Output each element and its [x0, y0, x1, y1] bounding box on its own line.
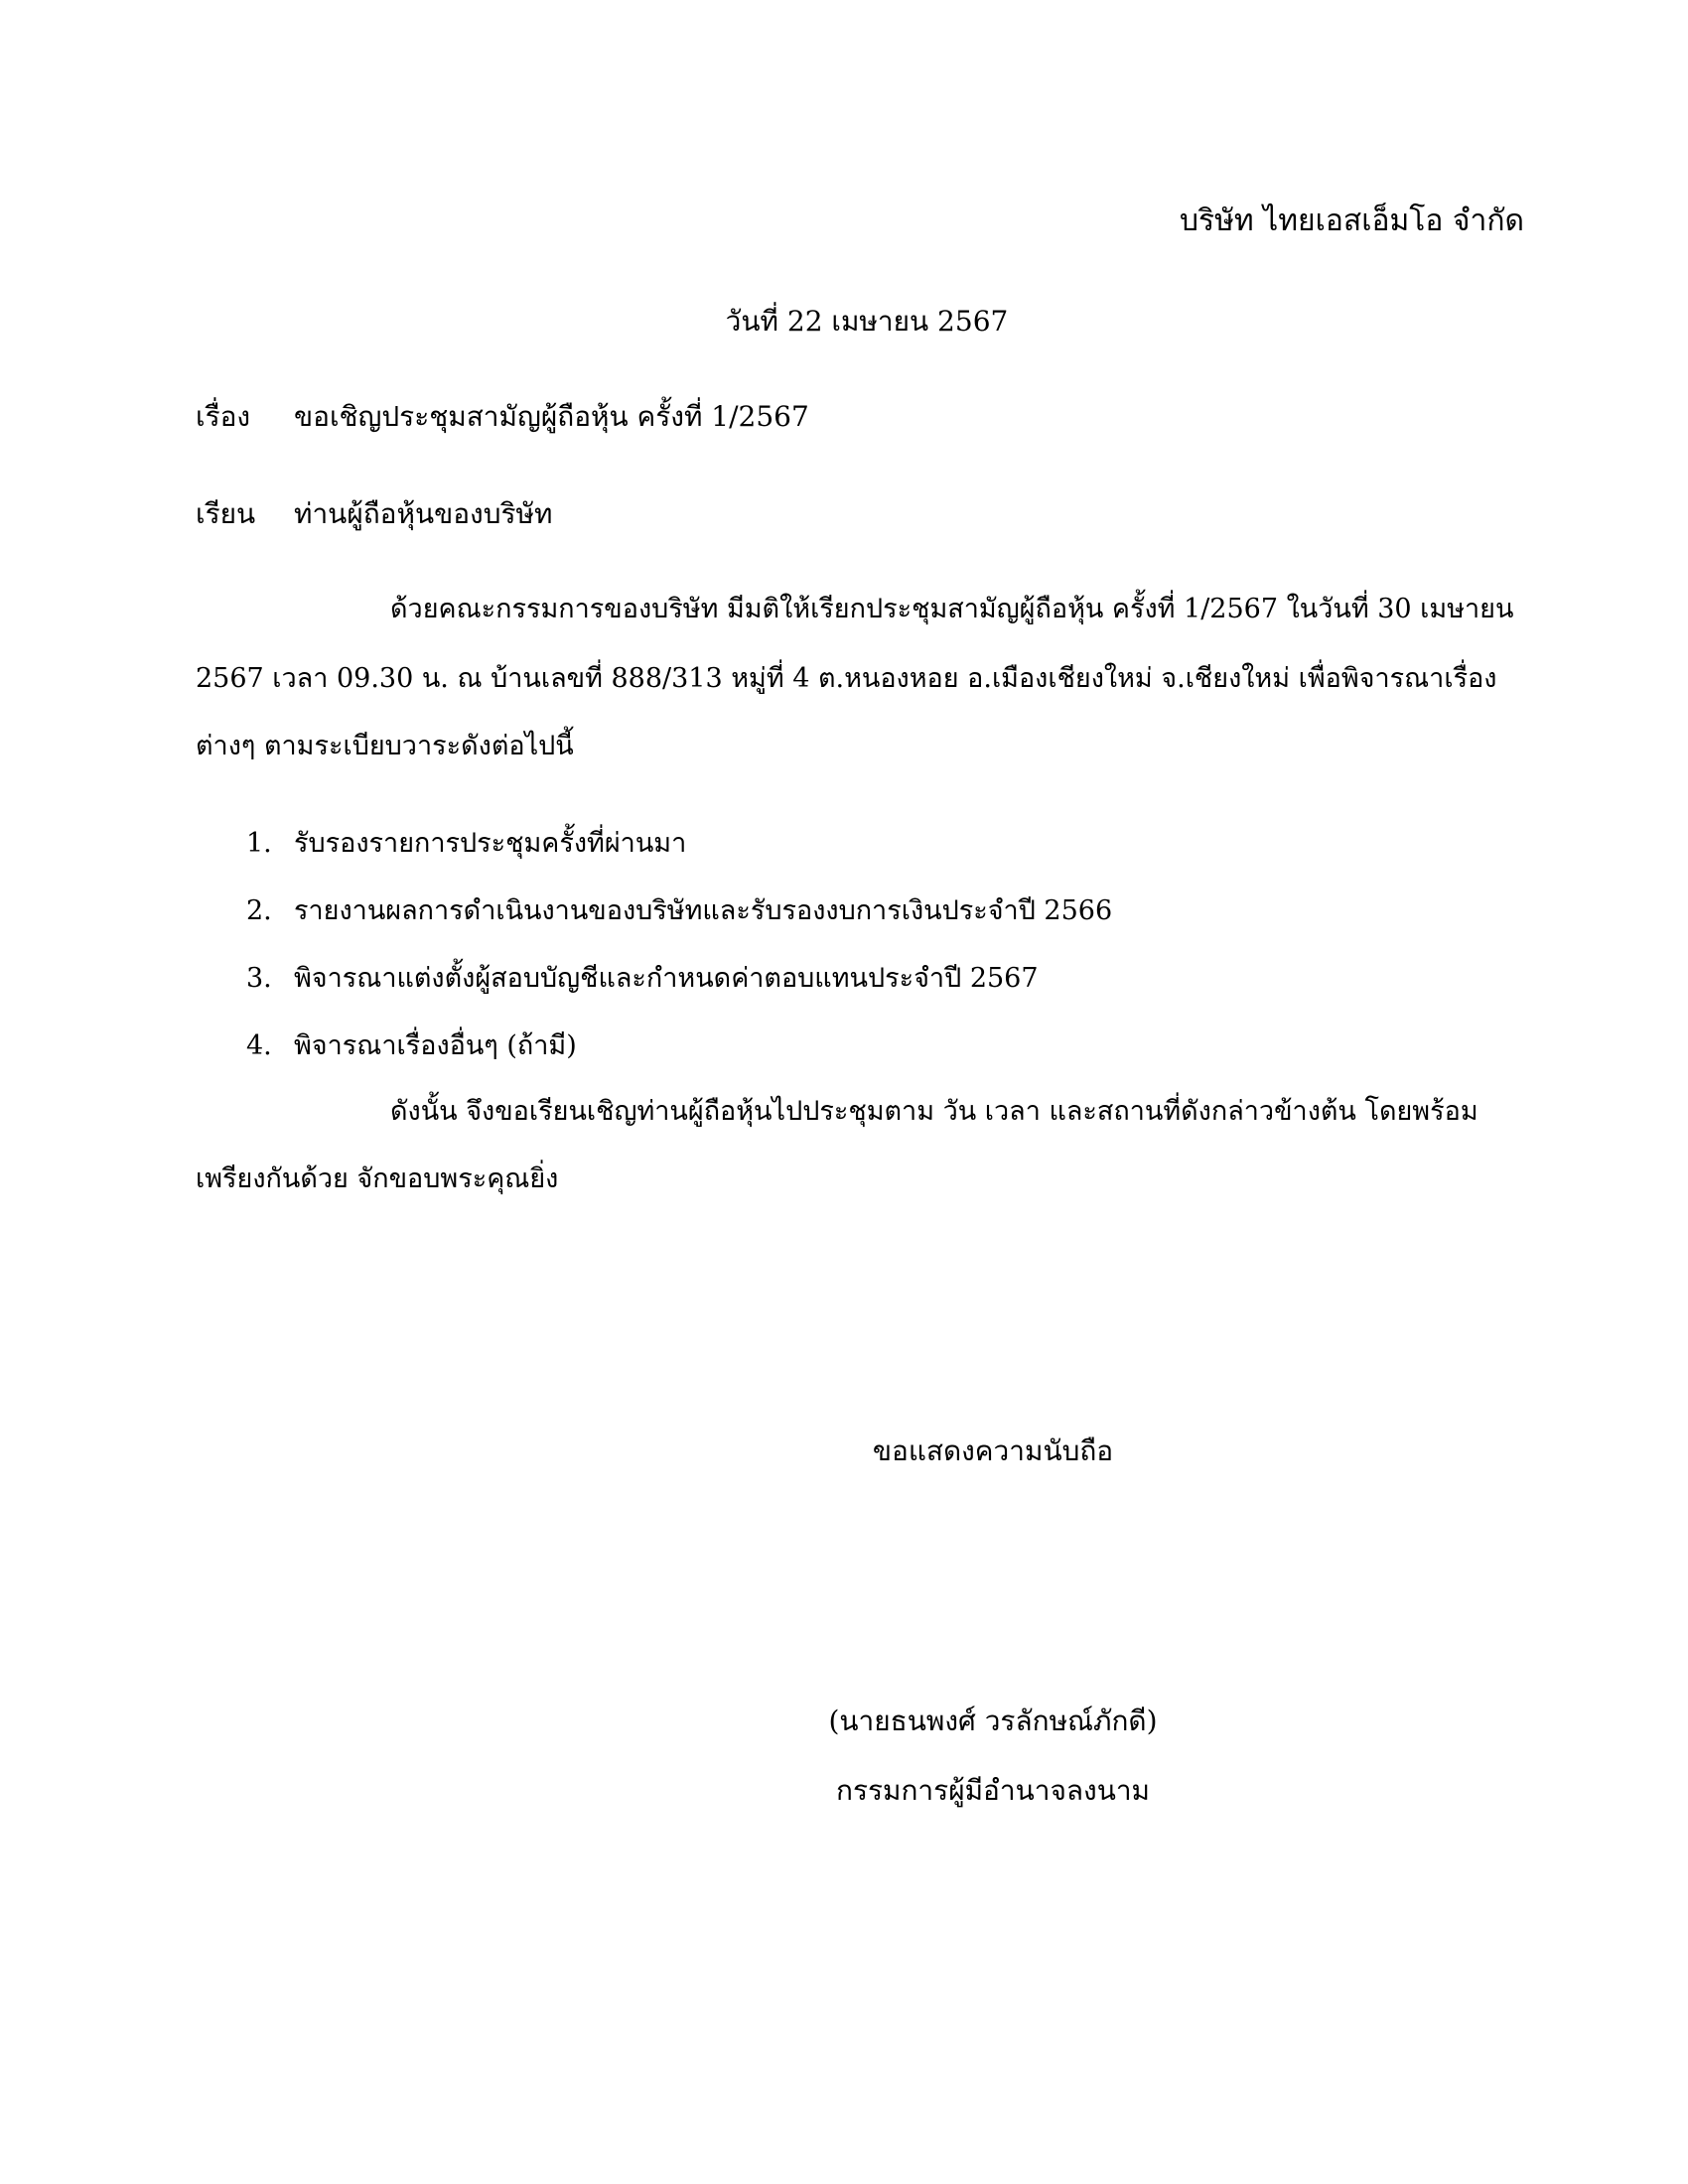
signer-name: (นายธนพงศ์ วรลักษณ์ภักดี) — [828, 1705, 1158, 1737]
agenda-item: รายงานผลการดำเนินงานของบริษัทและรับรองงบการเงินประจำปี 2566 — [294, 895, 1113, 926]
agenda-number: 3. — [246, 963, 272, 994]
letter-date: วันที่ 22 เมษายน 2567 — [725, 305, 1009, 338]
recipient-text: ท่านผู้ถือหุ้นของบริษัท — [294, 497, 553, 530]
signer-title: กรรมการผู้มีอำนาจลงนาม — [835, 1774, 1151, 1807]
agenda-number: 4. — [246, 1030, 272, 1061]
agenda-item: รับรองรายการประชุมครั้งที่ผ่านมา — [294, 828, 687, 859]
agenda-number: 2. — [246, 895, 272, 926]
paragraph-1-line-3: ต่างๆ ตามระเบียบวาระดังต่อไปนี้ — [196, 731, 574, 761]
agenda-number: 1. — [246, 828, 272, 859]
agenda-item: พิจารณาแต่งตั้งผู้สอบบัญชีและกำหนดค่าตอบแทนประจำปี 2567 — [294, 963, 1039, 994]
paragraph-2-line-1: ดังนั้น จึงขอเรียนเชิญท่านผู้ถือหุ้นไปประชุมตาม วัน เวลา และสถานที่ดังกล่าวข้างต้น โดยพร้อม — [390, 1096, 1478, 1127]
subject-text: ขอเชิญประชุมสามัญผู้ถือหุ้น ครั้งที่ 1/2567 — [294, 400, 809, 433]
paragraph-1-line-1: ด้วยคณะกรรมการของบริษัท มีมติให้เรียกประชุมสามัญผู้ถือหุ้น ครั้งที่ 1/2567 ในวันที่ 30 เมษายน — [390, 594, 1514, 624]
closing-salutation: ขอแสดงความนับถือ — [872, 1434, 1114, 1467]
paragraph-2-line-2: เพรียงกันด้วย จักขอบพระคุณยิ่ง — [196, 1163, 559, 1194]
company-name: บริษัท ไทยเอสเอ็มโอ จำกัด — [1179, 204, 1524, 238]
subject-label: เรื่อง — [196, 400, 251, 433]
paragraph-1-line-2: 2567 เวลา 09.30 น. ณ บ้านเลขที่ 888/313 หมู่ที่ 4 ต.หนองหอย อ.เมืองเชียงใหม่ จ.เชียงใหม่ เพื่อพิจารณาเรื่อง — [196, 663, 1497, 694]
recipient-label: เรียน — [196, 497, 256, 530]
agenda-item: พิจารณาเรื่องอื่นๆ (ถ้ามี) — [294, 1030, 577, 1061]
